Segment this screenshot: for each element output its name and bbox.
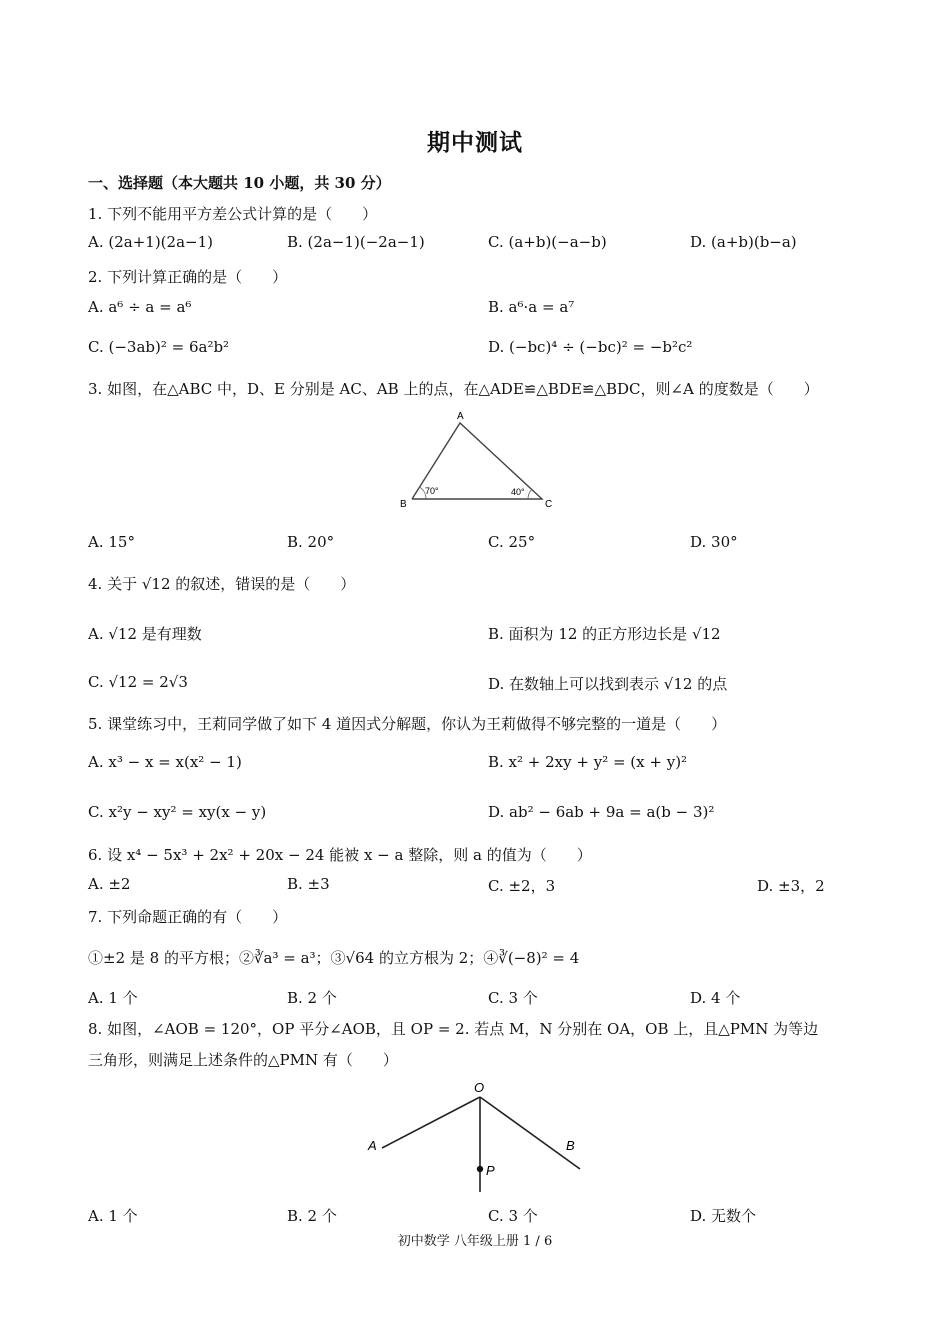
- point-a-label: A: [368, 1138, 377, 1153]
- option-d[interactable]: D. 无数个: [690, 1207, 757, 1225]
- point-o-label: O: [474, 1080, 485, 1095]
- question-7-statements: ①±2 是 8 的平方根；②∛a³ = a³；③√64 的立方根为 2；④∛(−8)² = 4: [88, 949, 580, 967]
- angle-figure: [360, 1078, 590, 1196]
- option-b[interactable]: B. 2 个: [287, 1207, 337, 1225]
- angle-c-label: 40°: [511, 487, 525, 497]
- option-a[interactable]: A. ±2: [88, 875, 131, 893]
- page-title: 期中测试: [427, 129, 523, 156]
- question-1-stem: 1. 下列不能用平方差公式计算的是（ ）: [88, 205, 378, 223]
- option-a[interactable]: A. 15°: [88, 533, 135, 551]
- option-c[interactable]: C. 3 个: [488, 1207, 538, 1225]
- question-8-stem-line2: 三角形，则满足上述条件的△PMN 有（ ）: [88, 1051, 398, 1069]
- question-3-options: [0, 533, 950, 557]
- question-5-stem: 5. 课堂练习中，王莉同学做了如下 4 道因式分解题，你认为王莉做得不够完整的一道是（ ）: [88, 715, 727, 733]
- option-d[interactable]: D. ab² − 6ab + 9a = a(b − 3)²: [488, 803, 715, 821]
- option-b[interactable]: B. a⁶·a = a⁷: [488, 298, 575, 316]
- option-d[interactable]: D. 在数轴上可以找到表示 √12 的点: [488, 675, 728, 693]
- option-a[interactable]: A. 1 个: [88, 989, 138, 1007]
- option-c[interactable]: C. (a+b)(−a−b): [488, 233, 607, 251]
- question-4-options-row1: [0, 623, 950, 647]
- option-a[interactable]: A. 1 个: [88, 1207, 138, 1225]
- option-b[interactable]: B. 2 个: [287, 989, 337, 1007]
- option-b[interactable]: B. 面积为 12 的正方形边长是 √12: [488, 625, 721, 643]
- question-4-options-row2: [0, 673, 950, 697]
- option-b[interactable]: B. 20°: [287, 533, 335, 551]
- question-2-options-row1: [0, 298, 950, 322]
- question-7-stem: 7. 下列命题正确的有（ ）: [88, 908, 288, 926]
- option-a[interactable]: A. x³ − x = x(x² − 1): [88, 753, 242, 771]
- vertex-a-label: A: [457, 411, 464, 422]
- option-c[interactable]: C. x²y − xy² = xy(x − y): [88, 803, 267, 821]
- question-8-options: [0, 1205, 950, 1229]
- option-a[interactable]: A. √12 是有理数: [88, 625, 202, 643]
- option-d[interactable]: D. 4 个: [690, 989, 741, 1007]
- option-b[interactable]: B. x² + 2xy + y² = (x + y)²: [488, 753, 688, 771]
- question-2-options-row2: [0, 338, 950, 362]
- question-2-stem: 2. 下列计算正确的是（ ）: [88, 268, 288, 286]
- question-5-options-row1: [0, 753, 950, 777]
- question-8-stem-line1: 8. 如图，∠AOB = 120°，OP 平分∠AOB，且 OP = 2. 若点 M，N 分别在 OA，OB 上，且△PMN 为等边: [88, 1020, 819, 1038]
- question-4-stem: 4. 关于 √12 的叙述，错误的是（ ）: [88, 575, 356, 593]
- question-3-stem: 3. 如图，在△ABC 中，D、E 分别是 AC、AB 上的点，在△ADE≌△BDE≌△BDC，则∠A 的度数是（ ）: [88, 380, 819, 398]
- question-1-options: [0, 233, 950, 257]
- angle-c-arc: [528, 490, 532, 500]
- angle-b-label: 70°: [425, 486, 439, 496]
- question-6-stem: 6. 设 x⁴ − 5x³ + 2x² + 20x − 24 能被 x − a 整除，则 a 的值为（ ）: [88, 846, 592, 864]
- ray-ob: [480, 1097, 580, 1169]
- question-6-options: [0, 875, 950, 899]
- question-5-options-row2: [0, 803, 950, 827]
- option-a[interactable]: A. (2a+1)(2a−1): [88, 233, 213, 251]
- option-c[interactable]: C. √12 = 2√3: [88, 673, 188, 691]
- page-footer: 初中数学 八年级上册 1 / 6: [397, 1234, 553, 1249]
- option-c[interactable]: C. 25°: [488, 533, 536, 551]
- option-b[interactable]: B. ±3: [287, 875, 330, 893]
- triangle-figure: [396, 408, 558, 512]
- option-c[interactable]: C. (−3ab)² = 6a²b²: [88, 338, 230, 356]
- section-heading: 一、选择题（本大题共 10 小题，共 30 分）: [88, 174, 391, 192]
- point-p: [477, 1166, 483, 1172]
- vertex-b-label: B: [400, 499, 407, 510]
- option-d[interactable]: D. ±3，2: [757, 877, 825, 895]
- point-p-label: P: [486, 1163, 495, 1178]
- option-c[interactable]: C. 3 个: [488, 989, 538, 1007]
- option-a[interactable]: A. a⁶ ÷ a = a⁶: [88, 298, 192, 316]
- option-b[interactable]: B. (2a−1)(−2a−1): [287, 233, 425, 251]
- option-d[interactable]: D. (a+b)(b−a): [690, 233, 797, 251]
- point-b-label: B: [566, 1138, 575, 1153]
- vertex-c-label: C: [545, 499, 553, 510]
- option-d[interactable]: D. (−bc)⁴ ÷ (−bc)² = −b²c²: [488, 338, 693, 356]
- option-c[interactable]: C. ±2，3: [488, 877, 556, 895]
- question-7-options: [0, 987, 950, 1011]
- ray-oa: [382, 1097, 480, 1148]
- option-d[interactable]: D. 30°: [690, 533, 738, 551]
